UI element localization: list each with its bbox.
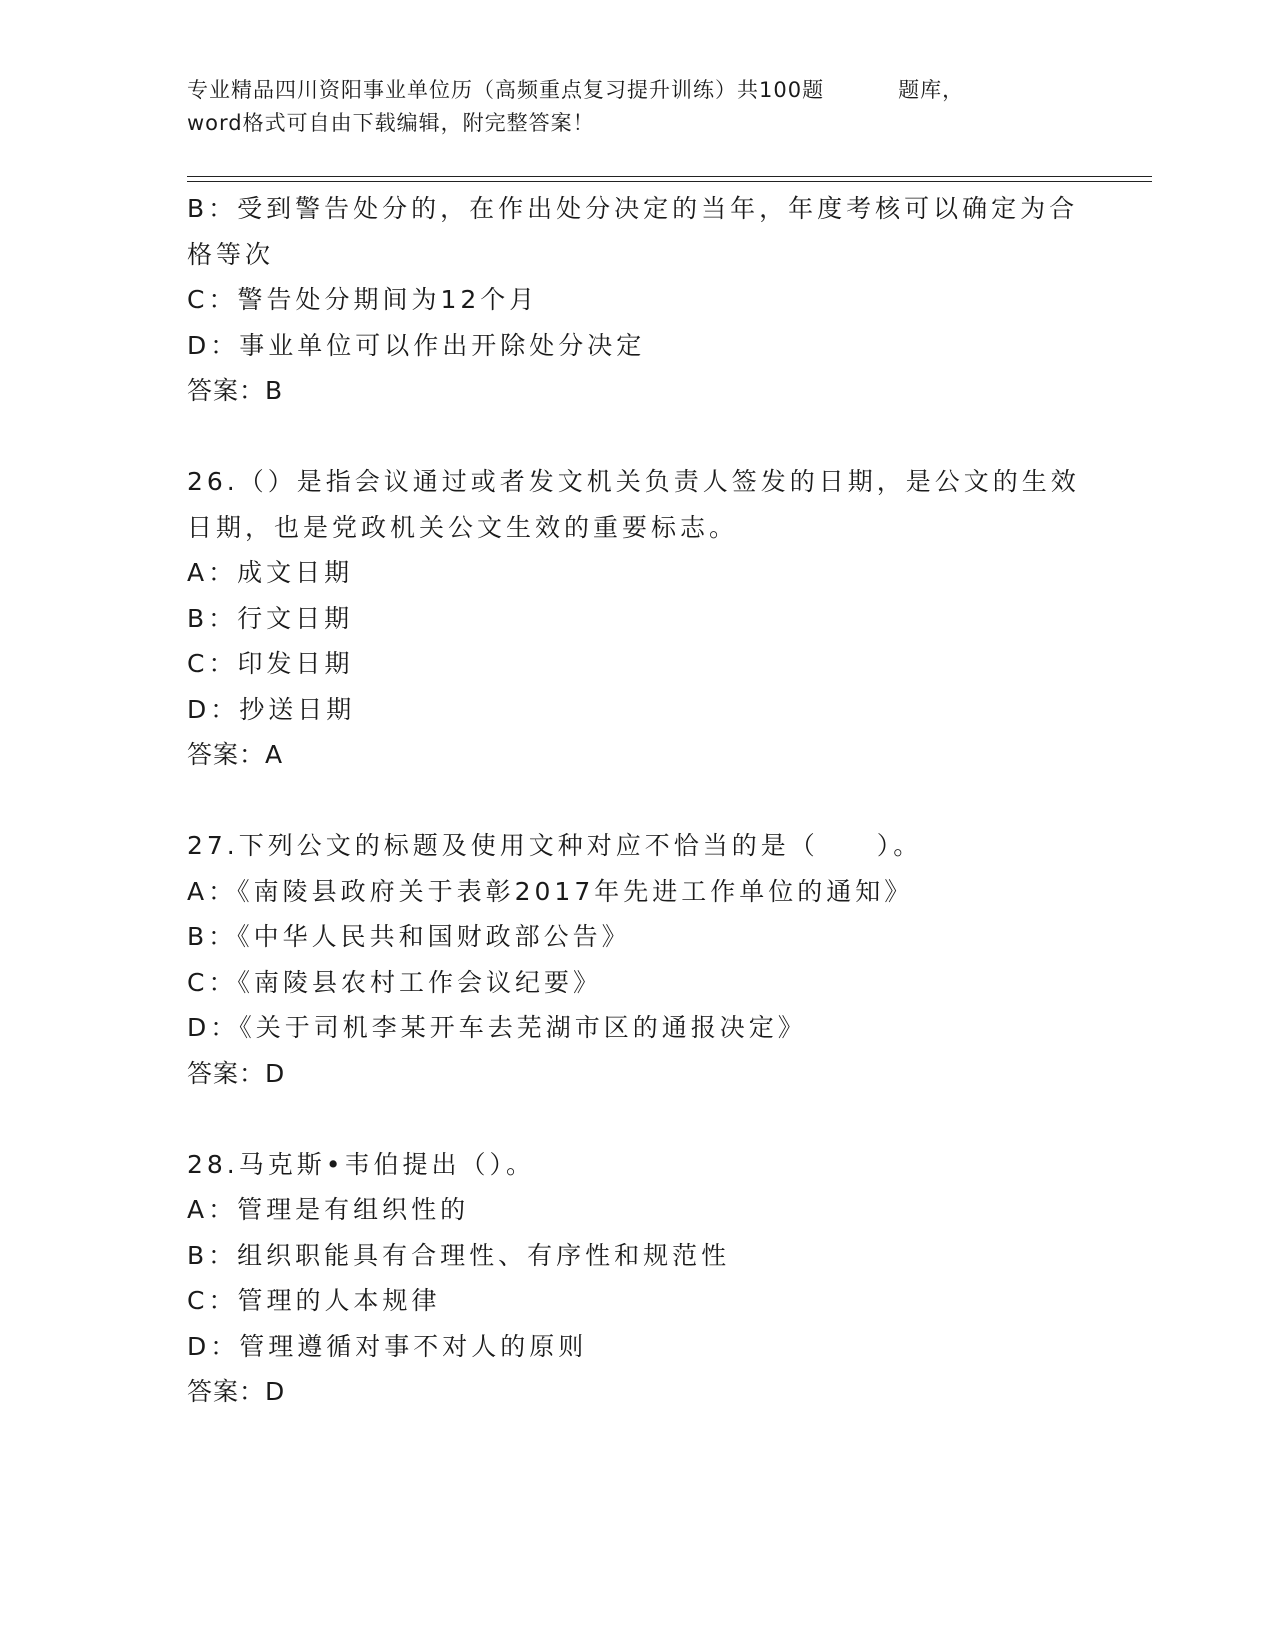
option-c: C：管理的人本规律: [187, 1286, 441, 1315]
page-header: [187, 74, 1087, 140]
option-a: A：成文日期: [187, 558, 354, 587]
option-b: B：行文日期: [187, 603, 354, 633]
option-d: D：管理遵循对事不对人的原则: [187, 1331, 588, 1361]
option-b: B：《中华人民共和国财政部公告》: [187, 922, 631, 951]
option-a: A：管理是有组织性的: [187, 1195, 470, 1224]
question-list: [187, 186, 1087, 1415]
header-line-1: [187, 74, 1087, 107]
answer: 答案：D: [187, 1377, 286, 1406]
option-c: C：《南陵县农村工作会议纪要》: [187, 967, 602, 997]
option-d: D：《关于司机李某开车去芜湖市区的通报决定》: [187, 1013, 807, 1042]
question-stem: 27.下列公文的标题及使用文种对应不恰当的是（ ）。: [187, 831, 923, 860]
question-stem: 28.马克斯•韦伯提出（）。: [187, 1149, 536, 1179]
option-d: D：抄送日期: [187, 694, 356, 724]
answer: 答案：D: [187, 1058, 286, 1088]
question-stem-line-2: 日期，也是党政机关公文生效的重要标志。: [187, 512, 739, 542]
question-27: [187, 823, 1087, 1096]
option-c: C：印发日期: [187, 649, 354, 678]
option-b: B：组织职能具有合理性、有序性和规范性: [187, 1240, 731, 1270]
option-d: D：事业单位可以作出开除处分决定: [187, 330, 646, 360]
option-b-line-1: B：受到警告处分的，在作出处分决定的当年，年度考核可以确定为合: [187, 194, 1079, 223]
question-25-tail: [187, 186, 1087, 414]
header-divider-bottom: [187, 181, 1152, 182]
header-title-suffix: 题库，: [898, 78, 965, 102]
header-line-2: word格式可自由下载编辑，附完整答案！: [187, 111, 595, 135]
question-stem-line-1: 26.（）是指会议通过或者发文机关负责人签发的日期，是公文的生效: [187, 467, 1080, 496]
header-title: 专业精品四川资阳事业单位历（高频重点复习提升训练）共100题: [187, 78, 825, 102]
option-b-line-2: 格等次: [187, 239, 275, 269]
answer: 答案：B: [187, 376, 284, 405]
option-c: C：警告处分期间为12个月: [187, 285, 539, 314]
option-a: A：《南陵县政府关于表彰2017年先进工作单位的通知》: [187, 876, 914, 906]
question-26: [187, 459, 1087, 778]
question-28: [187, 1142, 1087, 1415]
answer: 答案：A: [187, 740, 284, 769]
header-divider-top: [187, 176, 1152, 177]
